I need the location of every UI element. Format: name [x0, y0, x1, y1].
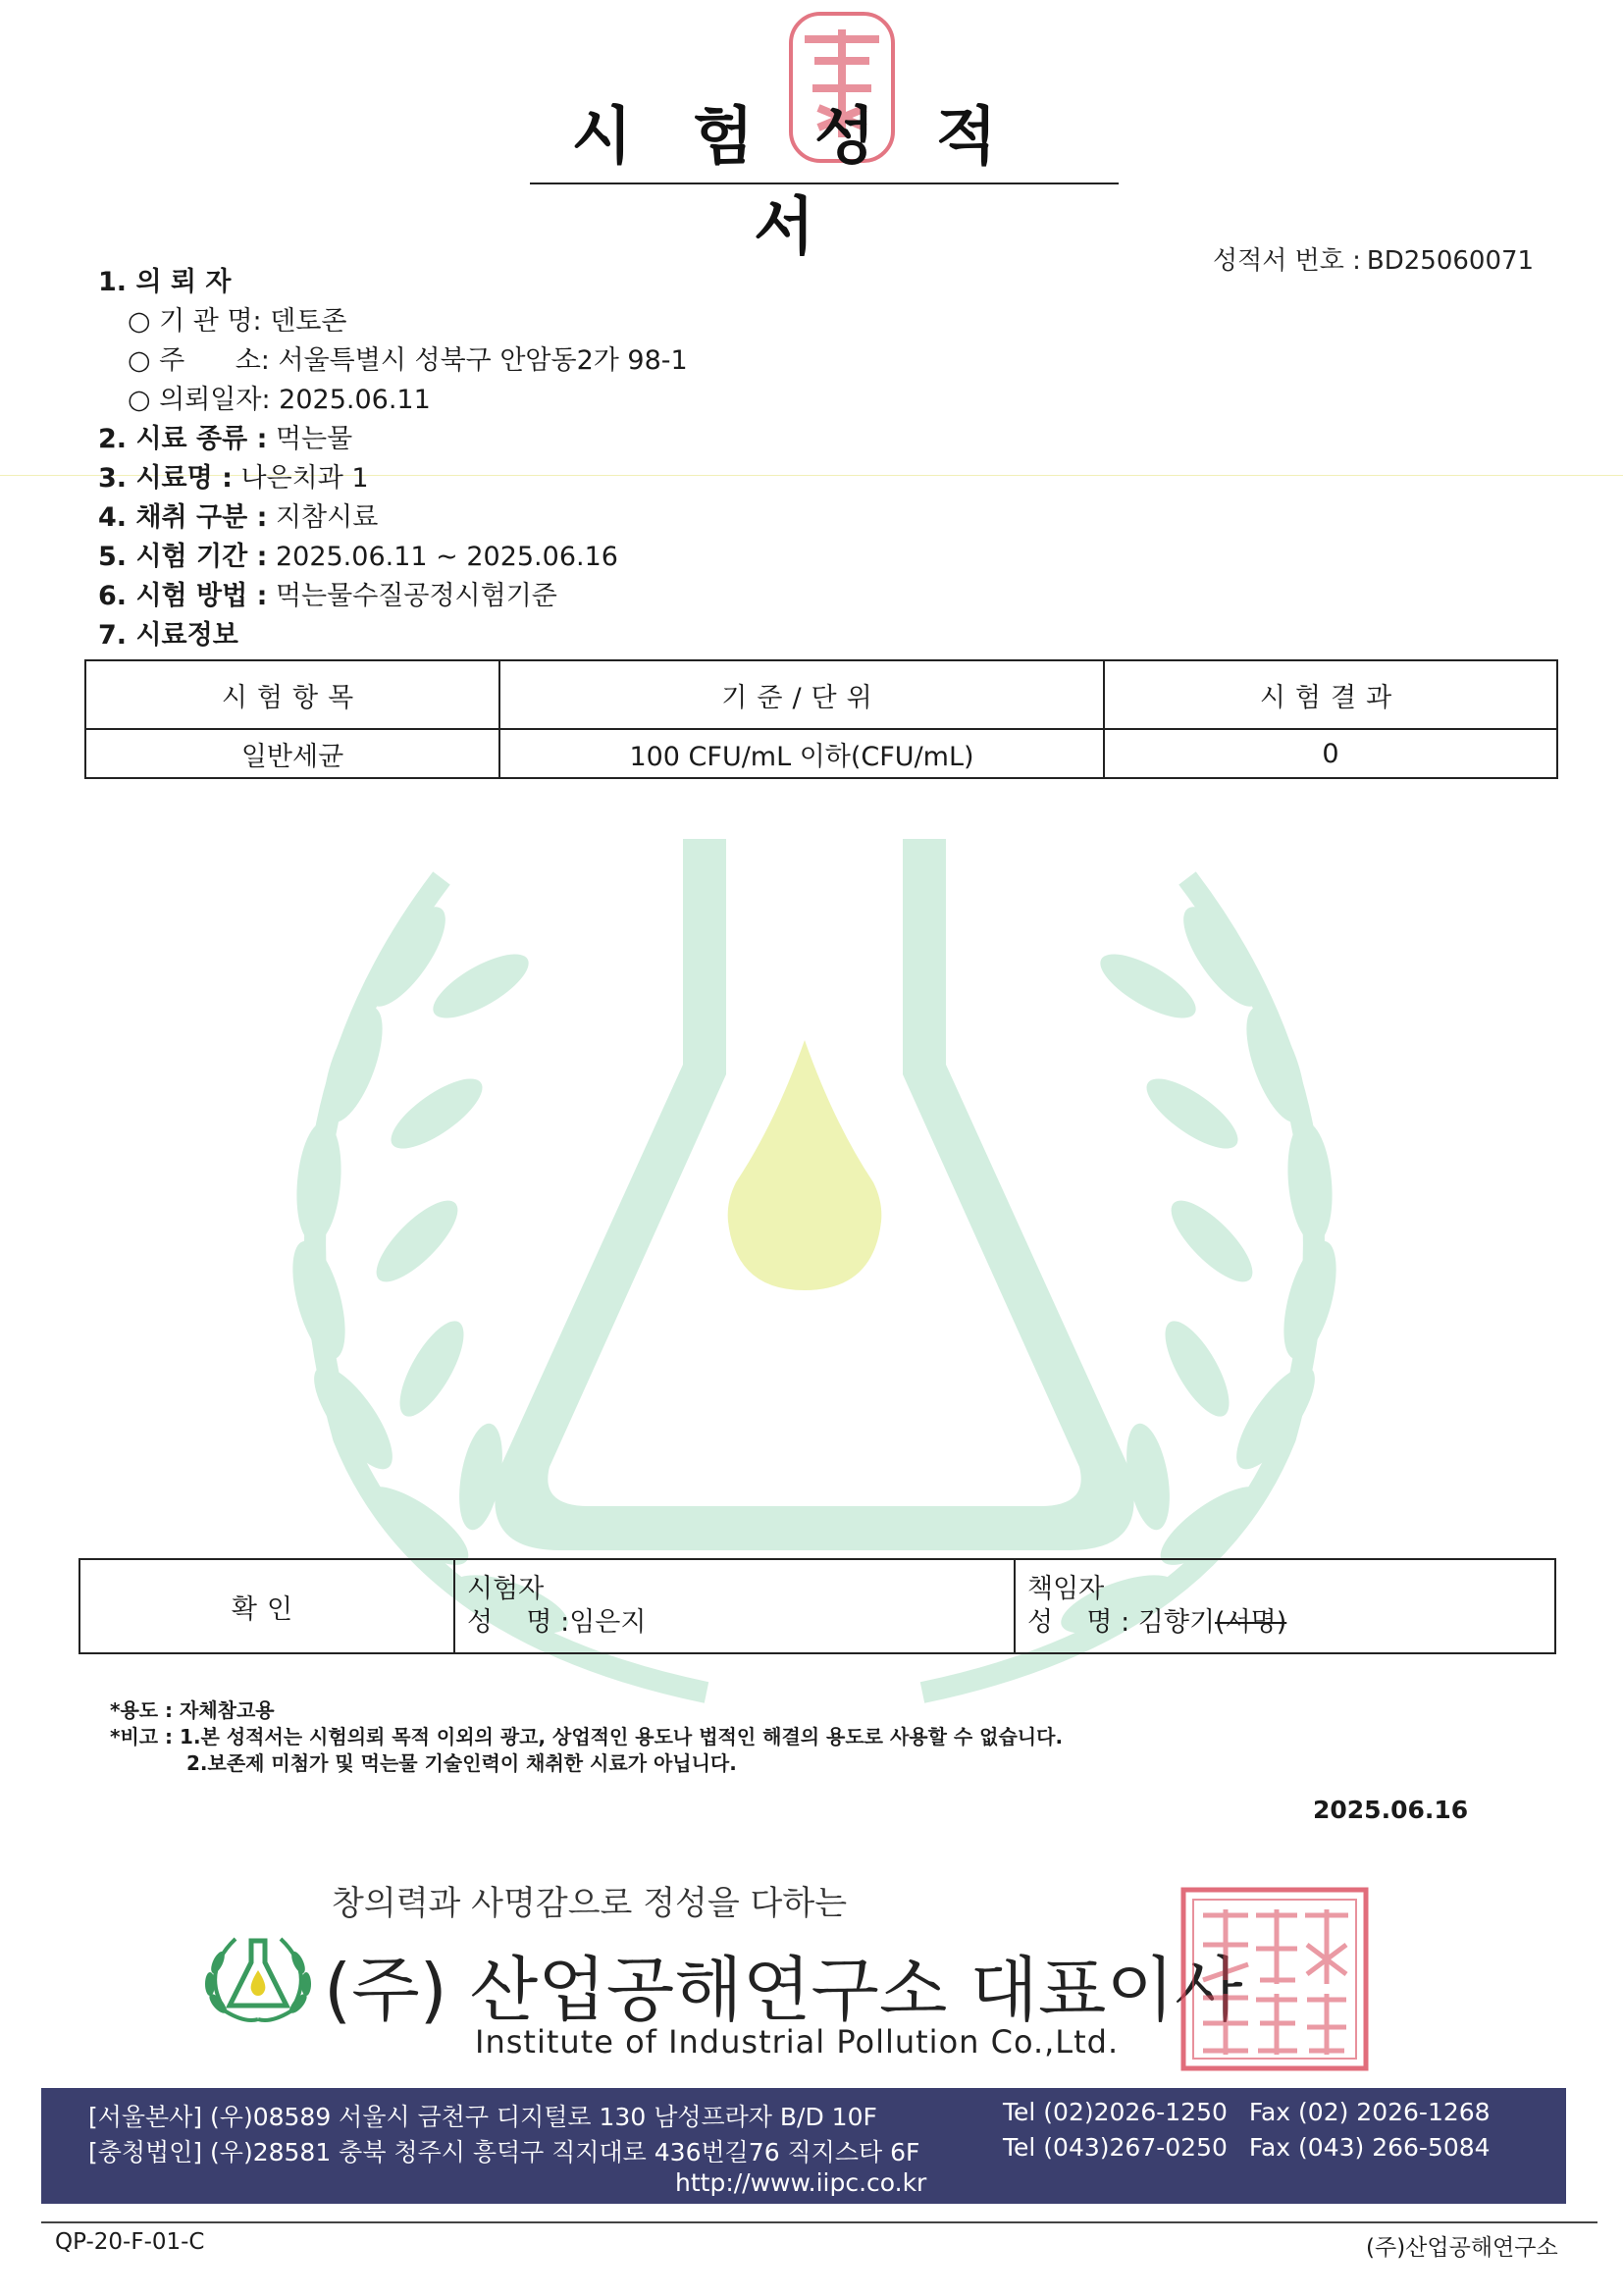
manager-cell	[1015, 1559, 1555, 1653]
client-org-row	[98, 302, 688, 341]
remark-note-2: 2.보존제 미첨가 및 먹는물 기술인력이 채취한 시료가 아닙니다.	[186, 1751, 737, 1775]
hq-phone-fax	[1003, 2098, 1491, 2126]
manager-name-line	[1027, 1606, 1553, 1640]
client-date-row	[98, 381, 688, 420]
manager-title: 책임자	[1027, 1574, 1105, 1604]
request-info-section	[98, 263, 688, 655]
footer-company-name: (주)산업공해연구소	[1366, 2235, 1558, 2261]
usage-note: *용도 : 자체참고용	[110, 1698, 275, 1722]
hq-fax: Fax (02) 2026-1268	[1248, 2098, 1491, 2126]
cell-result: 0	[1104, 729, 1557, 778]
results-header-row	[85, 660, 1557, 729]
test-method-value: 먹는물수질공정시험기준	[275, 581, 557, 611]
client-address-row	[98, 341, 688, 381]
confirmation-label: 확인	[79, 1559, 454, 1653]
manager-name: 김향기	[1137, 1607, 1216, 1638]
form-code: QP-20-F-01-C	[55, 2229, 205, 2255]
collection-type-label: 4. 채취 구분 :	[98, 502, 268, 533]
report-number	[1207, 240, 1534, 277]
client-address-label: ○ 주 소:	[128, 345, 270, 376]
confirmation-row	[79, 1559, 1555, 1653]
manager-signature: (서명)	[1215, 1607, 1287, 1638]
company-seal-stamp	[1179, 1886, 1370, 2072]
company-slogan: 창의력과 사명감으로 정성을 다하는	[332, 1884, 848, 1923]
collection-type-value: 지참시료	[275, 502, 379, 533]
tester-name-line	[467, 1606, 1013, 1640]
test-period-label: 5. 시험 기간 :	[98, 542, 268, 572]
company-name-en: Institute of Industrial Pollution Co.,Ltd.	[475, 2023, 1120, 2061]
remark-note-1: *비고 : 1.본 성적서는 시험의뢰 목적 이외의 광고, 상업적인 용도나 법적인 해결의 용도로 사용할 수 없습니다.	[110, 1725, 1064, 1748]
client-org-label: ○ 기 관 명:	[128, 306, 262, 337]
test-method-label: 6. 시험 방법 :	[98, 581, 268, 611]
hq-address: [서울본사] (우)08589 서울시 금천구 디지털로 130 남성프라자 B/D 10F	[88, 2103, 877, 2131]
client-date-value: 2025.06.11	[279, 385, 431, 415]
sample-type-label: 2. 시료 종류 :	[98, 424, 268, 454]
header-test-result: 시험결과	[1104, 660, 1557, 729]
branch-fax: Fax (043) 266-5084	[1248, 2133, 1491, 2162]
client-date-label: ○ 의뢰일자:	[128, 385, 271, 415]
company-logo-icon	[196, 1933, 320, 2023]
sample-type-value: 먹는물	[275, 424, 353, 454]
confirmation-table	[79, 1558, 1556, 1654]
test-method-row	[98, 577, 688, 616]
test-period-row	[98, 538, 688, 577]
company-website-link[interactable]: http://www.iipc.co.kr	[675, 2168, 927, 2197]
test-period-value: 2025.06.11 ~ 2025.06.16	[275, 542, 618, 572]
collection-type-row	[98, 498, 688, 538]
branch-address: [충청법인] (우)28581 충북 청주시 흥덕구 직지대로 436번길76 직지스타 6F	[88, 2138, 920, 2166]
tester-name: 임은지	[569, 1607, 647, 1638]
cell-standard: 100 CFU/mL 이하(CFU/mL)	[499, 729, 1104, 778]
hq-tel: Tel (02)2026-1250	[1003, 2098, 1228, 2126]
footer-divider	[41, 2221, 1597, 2223]
cell-test-item: 일반세균	[85, 729, 499, 778]
table-row	[85, 729, 1557, 778]
tester-title: 시험자	[467, 1574, 545, 1604]
sample-name-label: 3. 시료명 :	[98, 463, 233, 494]
header-test-item: 시험항목	[85, 660, 499, 729]
sample-name-row	[98, 459, 688, 498]
header-standard-unit: 기준/단위	[499, 660, 1104, 729]
sample-info-heading: 7. 시료정보	[98, 620, 238, 651]
branch-phone-fax	[1003, 2133, 1491, 2162]
document-title: 시험성적서	[571, 101, 1058, 264]
tester-cell	[454, 1559, 1015, 1653]
client-address-value: 서울특별시 성북구 안암동2가 98-1	[278, 345, 688, 376]
issue-date: 2025.06.16	[1313, 1796, 1469, 1824]
manager-name-label: 성 명 :	[1027, 1607, 1130, 1638]
report-number-value: BD25060071	[1366, 246, 1535, 276]
client-org-value: 덴토존	[270, 306, 347, 337]
company-name-kr: (주) 산업공해연구소 대표이사	[324, 1949, 1243, 2031]
notes-section	[110, 1697, 1063, 1777]
sample-name-value: 나은치과 1	[240, 463, 369, 494]
branch-tel: Tel (043)267-0250	[1003, 2133, 1228, 2162]
sample-type-row	[98, 420, 688, 459]
client-heading: 1. 의 뢰 자	[98, 267, 232, 297]
tester-name-label: 성 명 :	[467, 1607, 570, 1638]
report-number-label: 성적서 번호 :	[1213, 246, 1361, 276]
footer-contact-band	[41, 2088, 1566, 2204]
results-table	[84, 659, 1558, 779]
